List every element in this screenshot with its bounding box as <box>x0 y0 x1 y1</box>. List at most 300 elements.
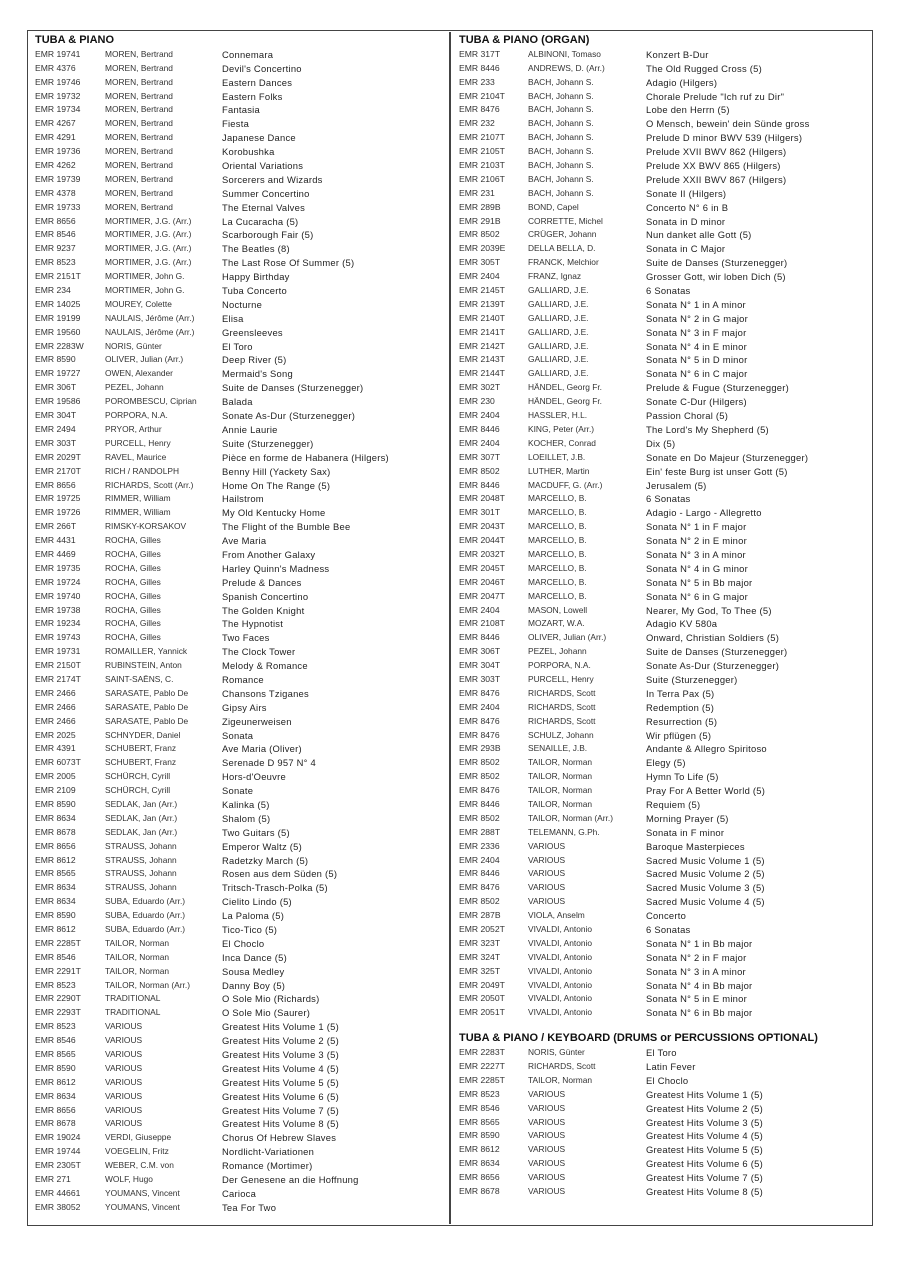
composer-name: PEZEL, Johann <box>528 646 587 657</box>
catalog-entry <box>35 367 445 381</box>
composer-name: SCHÜRCH, Cyrill <box>105 771 171 782</box>
right-column <box>459 34 865 1199</box>
catalog-entry <box>35 979 445 993</box>
catalog-entry <box>459 201 865 215</box>
work-title: Der Genesene an die Hoffnung <box>222 1174 359 1186</box>
catalog-number: EMR 8656 <box>35 840 76 851</box>
work-title: Wir pflügen (5) <box>646 729 712 741</box>
work-title: Annie Laurie <box>222 423 278 435</box>
catalog-entry <box>35 1145 445 1159</box>
work-title: Sonate <box>222 785 254 797</box>
catalog-number: EMR 8678 <box>35 826 76 837</box>
work-title: Connemara <box>222 48 274 60</box>
catalog-number: EMR 2336 <box>459 840 500 851</box>
work-title: Greatest Hits Volume 1 (5) <box>646 1088 763 1100</box>
catalog-number: EMR 19586 <box>35 396 81 407</box>
composer-name: SARASATE, Pablo De <box>105 687 189 698</box>
catalog-entry <box>35 423 445 437</box>
composer-name: ALBINONI, Tomaso <box>528 48 601 59</box>
catalog-number: EMR 2049T <box>459 979 505 990</box>
composer-name: ROCHA, Gilles <box>105 618 161 629</box>
work-title: Resurrection (5) <box>646 715 718 727</box>
work-title: Sonata N° 4 in G minor <box>646 562 749 574</box>
work-title: Tuba Concerto <box>222 285 287 297</box>
work-title: Eastern Dances <box>222 76 293 88</box>
work-title: The Clock Tower <box>222 646 296 658</box>
catalog-number: EMR 2285T <box>35 937 81 948</box>
catalog-entry <box>459 159 865 173</box>
work-title: Sonata N° 3 in A minor <box>646 965 746 977</box>
catalog-entry <box>459 923 865 937</box>
work-title: Grosser Gott, wir loben Dich (5) <box>646 271 786 283</box>
catalog-number: EMR 317T <box>459 48 501 59</box>
work-title: Onward, Christian Soldiers (5) <box>646 632 780 644</box>
catalog-entry <box>35 937 445 951</box>
catalog-number: EMR 2305T <box>35 1160 81 1171</box>
work-title: The Beatles (8) <box>222 243 290 255</box>
composer-name: KOCHER, Conrad <box>528 437 596 448</box>
catalog-entry <box>459 298 865 312</box>
composer-name: HÄNDEL, Georg Fr. <box>528 396 603 407</box>
composer-name: DELLA BELLA, D. <box>528 243 596 254</box>
composer-name: ROCHA, Gilles <box>105 562 161 573</box>
catalog-number: EMR 19732 <box>35 90 81 101</box>
catalog-number: EMR 19746 <box>35 76 81 87</box>
work-title: 6 Sonatas <box>646 493 691 505</box>
composer-name: SARASATE, Pablo De <box>105 715 189 726</box>
composer-name: VIVALDI, Antonio <box>528 937 593 948</box>
catalog-entry <box>35 492 445 506</box>
catalog-number: EMR 19560 <box>35 326 81 337</box>
composer-name: RICHARDS, Scott <box>528 687 596 698</box>
work-title: Greatest Hits Volume 4 (5) <box>646 1130 763 1142</box>
catalog-entry <box>459 937 865 951</box>
composer-name: VARIOUS <box>105 1021 143 1032</box>
work-title: Cielito Lindo (5) <box>222 896 292 908</box>
catalog-number: EMR 8656 <box>35 1104 76 1115</box>
work-title: Home On The Range (5) <box>222 479 331 491</box>
composer-name: RICHARDS, Scott <box>528 701 596 712</box>
catalog-entry <box>35 992 445 1006</box>
work-title: Greatest Hits Volume 3 (5) <box>222 1049 339 1061</box>
catalog-entry <box>35 604 445 618</box>
work-title: Suite (Sturzenegger) <box>646 673 738 685</box>
work-title: Sousa Medley <box>222 965 285 977</box>
catalog-number: EMR 2051T <box>459 1007 505 1018</box>
catalog-number: EMR 2039E <box>459 243 506 254</box>
composer-name: BACH, Johann S. <box>528 160 594 171</box>
composer-name: MOREN, Bertrand <box>105 160 173 171</box>
catalog-number: EMR 8502 <box>459 896 500 907</box>
catalog-number: EMR 231 <box>459 187 495 198</box>
catalog-number: EMR 2290T <box>35 993 81 1004</box>
catalog-number: EMR 4469 <box>35 548 76 559</box>
catalog-number: EMR 323T <box>459 937 501 948</box>
work-title: Greatest Hits Volume 2 (5) <box>646 1102 763 1114</box>
work-title: Sonata N° 2 in G major <box>646 312 749 324</box>
composer-name: WEBER, C.M. von <box>105 1160 174 1171</box>
work-title: My Old Kentucky Home <box>222 507 326 519</box>
work-title: Serenade D 957 N° 4 <box>222 757 316 769</box>
work-title: Sonata N° 4 in Bb major <box>646 979 753 991</box>
left-column <box>35 34 445 1215</box>
catalog-entry <box>459 548 865 562</box>
work-title: Sonata N° 5 in E minor <box>646 993 747 1005</box>
catalog-number: EMR 19733 <box>35 201 81 212</box>
catalog-number: EMR 306T <box>35 382 77 393</box>
composer-name: VARIOUS <box>528 1102 566 1113</box>
composer-name: BACH, Johann S. <box>528 118 594 129</box>
catalog-entry <box>35 701 445 715</box>
catalog-number: EMR 8446 <box>459 423 500 434</box>
composer-name: PORPORA, N.A. <box>528 660 591 671</box>
composer-name: STRAUSS, Johann <box>105 882 177 893</box>
work-title: Eastern Folks <box>222 90 283 102</box>
composer-name: VOEGELIN, Fritz <box>105 1146 169 1157</box>
composer-name: TAILOR, Norman <box>528 798 593 809</box>
catalog-number: EMR 8590 <box>35 910 76 921</box>
catalog-entry <box>35 284 445 298</box>
catalog-entry <box>35 395 445 409</box>
composer-name: MOUREY, Colette <box>105 298 172 309</box>
catalog-number: EMR 19234 <box>35 618 81 629</box>
work-title: Greensleeves <box>222 326 283 338</box>
composer-name: TRADITIONAL <box>105 993 161 1004</box>
catalog-number: EMR 19199 <box>35 312 81 323</box>
composer-name: MORTIMER, J.G. (Arr.) <box>105 257 192 268</box>
work-title: From Another Galaxy <box>222 548 316 560</box>
catalog-number: EMR 8656 <box>35 215 76 226</box>
catalog-number: EMR 8476 <box>459 785 500 796</box>
catalog-number: EMR 19739 <box>35 173 81 184</box>
work-title: Nun danket alle Gott (5) <box>646 229 752 241</box>
work-title: Tritsch-Trasch-Polka (5) <box>222 882 328 894</box>
catalog-entry <box>459 1074 865 1088</box>
work-title: Hymn To Life (5) <box>646 771 719 783</box>
composer-name: MOREN, Bertrand <box>105 118 173 129</box>
catalog-entry <box>35 340 445 354</box>
catalog-number: EMR 2025 <box>35 729 76 740</box>
catalog-number: EMR 2048T <box>459 493 505 504</box>
composer-name: TAILOR, Norman <box>105 965 170 976</box>
composer-name: TELEMANN, G.Ph. <box>528 826 600 837</box>
composer-name: MORTIMER, John G. <box>105 271 185 282</box>
work-title: Danny Boy (5) <box>222 979 286 991</box>
work-title: El Toro <box>646 1047 677 1059</box>
work-title: Latin Fever <box>646 1061 696 1073</box>
work-title: The Golden Knight <box>222 604 305 616</box>
catalog-number: EMR 8502 <box>459 812 500 823</box>
catalog-entry <box>35 409 445 423</box>
catalog-entry <box>35 173 445 187</box>
catalog-entry <box>35 465 445 479</box>
catalog-entry <box>35 909 445 923</box>
catalog-entry <box>35 159 445 173</box>
catalog-entry <box>459 520 865 534</box>
catalog-entry <box>459 576 865 590</box>
work-title: Carioca <box>222 1187 257 1199</box>
catalog-entry <box>459 631 865 645</box>
composer-name: GALLIARD, J.E. <box>528 340 589 351</box>
work-title: Andante & Allegro Spiritoso <box>646 743 767 755</box>
catalog-number: EMR 8565 <box>459 1116 500 1127</box>
work-title: Kalinka (5) <box>222 798 270 810</box>
catalog-entry <box>35 798 445 812</box>
work-title: Gipsy Airs <box>222 701 267 713</box>
catalog-entry <box>459 284 865 298</box>
catalog-number: EMR 2404 <box>459 271 500 282</box>
composer-name: VARIOUS <box>105 1118 143 1129</box>
work-title: 6 Sonatas <box>646 924 691 935</box>
catalog-number: EMR 230 <box>459 396 495 407</box>
catalog-entry <box>35 256 445 270</box>
catalog-entry <box>459 492 865 506</box>
catalog-number: EMR 19725 <box>35 493 81 504</box>
composer-name: VIVALDI, Antonio <box>528 924 593 934</box>
catalog-entry <box>459 409 865 423</box>
catalog-entry <box>35 437 445 451</box>
composer-name: NORIS, Günter <box>528 1047 585 1058</box>
catalog-number: EMR 19726 <box>35 507 81 518</box>
work-title: Morning Prayer (5) <box>646 812 729 824</box>
composer-name: TAILOR, Norman (Arr.) <box>528 812 613 823</box>
composer-name: CORRETTE, Michel <box>528 215 603 226</box>
work-title: Sacred Music Volume 1 (5) <box>646 854 765 866</box>
work-title: Prelude & Dances <box>222 576 302 588</box>
catalog-entry <box>459 1046 865 1060</box>
catalog-entry <box>35 1187 445 1201</box>
work-title: Sonata N° 3 in F major <box>646 326 747 338</box>
composer-name: FRANCK, Melchior <box>528 257 599 268</box>
catalog-number: EMR 8476 <box>459 687 500 698</box>
catalog-number: EMR 2104T <box>459 90 505 101</box>
work-title: Sonata N° 6 in G major <box>646 590 749 602</box>
catalog-number: EMR 8656 <box>459 1172 500 1183</box>
catalog-number: EMR 234 <box>35 285 71 296</box>
composer-name: MARCELLO, B. <box>528 576 587 587</box>
catalog-number: EMR 8502 <box>459 757 500 768</box>
work-title: Redemption (5) <box>646 701 715 713</box>
catalog-entry <box>459 145 865 159</box>
catalog-number: EMR 8446 <box>459 62 500 73</box>
work-title: Mermaid's Song <box>222 368 293 380</box>
catalog-entry <box>35 451 445 465</box>
composer-name: VIOLA, Anselm <box>528 910 585 921</box>
work-title: Shalom (5) <box>222 812 271 824</box>
work-title: Sonata N° 1 in A minor <box>646 298 746 310</box>
work-title: El Choclo <box>646 1074 689 1086</box>
catalog-list-tuba-piano-organ <box>459 48 865 1020</box>
catalog-entry <box>35 826 445 840</box>
column-divider <box>449 32 451 1224</box>
catalog-entry <box>459 381 865 395</box>
work-title: Sonata N° 5 in D minor <box>646 354 748 366</box>
catalog-number: EMR 2108T <box>459 618 505 629</box>
work-title: Dix (5) <box>646 437 676 449</box>
composer-name: RUBINSTEIN, Anton <box>105 660 182 671</box>
catalog-number: EMR 6073T <box>35 757 81 768</box>
catalog-entry <box>459 62 865 76</box>
catalog-number: EMR 303T <box>35 437 77 448</box>
catalog-number: EMR 2150T <box>35 660 81 671</box>
catalog-entry <box>35 76 445 90</box>
catalog-number: EMR 233 <box>459 76 495 87</box>
catalog-entry <box>35 784 445 798</box>
composer-name: MOREN, Bertrand <box>105 76 173 87</box>
catalog-entry <box>35 228 445 242</box>
catalog-number: EMR 8678 <box>459 1186 500 1197</box>
composer-name: VARIOUS <box>528 1172 566 1183</box>
composer-name: GALLIARD, J.E. <box>528 298 589 309</box>
work-title: Scarborough Fair (5) <box>222 229 314 241</box>
work-title: Greatest Hits Volume 6 (5) <box>646 1158 763 1170</box>
work-title: Hors-d'Oeuvre <box>222 771 286 783</box>
composer-name: VARIOUS <box>105 1076 143 1087</box>
composer-name: MOREN, Bertrand <box>105 62 173 73</box>
catalog-entry <box>459 895 865 909</box>
catalog-number: EMR 4262 <box>35 160 76 171</box>
work-title: The Hypnotist <box>222 618 284 630</box>
work-title: Tico-Tico (5) <box>222 924 278 935</box>
work-title: Radetzky March (5) <box>222 854 309 866</box>
composer-name: VARIOUS <box>528 1144 566 1155</box>
composer-name: GALLIARD, J.E. <box>528 285 589 296</box>
work-title: Sonata N° 6 in C major <box>646 368 748 380</box>
work-title: Concerto N° 6 in B <box>646 201 729 213</box>
catalog-entry <box>459 228 865 242</box>
composer-name: RIMMER, William <box>105 493 171 504</box>
work-title: El Choclo <box>222 937 265 949</box>
catalog-number: EMR 232 <box>459 118 495 129</box>
catalog-number: EMR 8502 <box>459 465 500 476</box>
work-title: Greatest Hits Volume 3 (5) <box>646 1116 763 1128</box>
catalog-number: EMR 4378 <box>35 187 76 198</box>
catalog-number: EMR 8590 <box>35 1062 76 1073</box>
composer-name: PURCELL, Henry <box>105 437 171 448</box>
work-title: Sorcerers and Wizards <box>222 173 323 185</box>
composer-name: SEDLAK, Jan (Arr.) <box>105 798 178 809</box>
catalog-number: EMR 8612 <box>35 854 76 865</box>
catalog-number: EMR 2029T <box>35 451 81 462</box>
catalog-entry <box>35 854 445 868</box>
composer-name: STRAUSS, Johann <box>105 868 177 879</box>
composer-name: VARIOUS <box>105 1090 143 1101</box>
composer-name: VARIOUS <box>528 854 566 865</box>
catalog-entry <box>459 451 865 465</box>
catalog-number: EMR 44661 <box>35 1187 81 1198</box>
work-title: Oriental Variations <box>222 160 304 172</box>
catalog-number: EMR 2005 <box>35 771 76 782</box>
catalog-number: EMR 266T <box>35 521 77 532</box>
composer-name: OLIVER, Julian (Arr.) <box>105 354 184 365</box>
work-title: Baroque Masterpieces <box>646 840 745 852</box>
work-title: Sacred Music Volume 2 (5) <box>646 868 765 880</box>
catalog-entry <box>35 1048 445 1062</box>
work-title: Adagio - Largo - Allegretto <box>646 507 762 519</box>
catalog-number: EMR 287B <box>459 910 501 921</box>
work-title: Elegy (5) <box>646 757 686 769</box>
catalog-number: EMR 2404 <box>459 410 500 421</box>
composer-name: SUBA, Eduardo (Arr.) <box>105 910 186 921</box>
composer-name: BACH, Johann S. <box>528 187 594 198</box>
composer-name: BACH, Johann S. <box>528 173 594 184</box>
catalog-entry <box>35 1201 445 1215</box>
catalog-number: EMR 19734 <box>35 104 81 115</box>
catalog-entry <box>35 381 445 395</box>
composer-name: VERDI, Giuseppe <box>105 1132 172 1143</box>
composer-name: SUBA, Eduardo (Arr.) <box>105 896 186 907</box>
composer-name: MARCELLO, B. <box>528 590 587 601</box>
catalog-number: EMR 2293T <box>35 1007 81 1018</box>
composer-name: ANDREWS, D. (Arr.) <box>528 62 605 73</box>
composer-name: ROCHA, Gilles <box>105 535 161 546</box>
composer-name: MOREN, Bertrand <box>105 132 173 143</box>
catalog-number: EMR 19724 <box>35 576 81 587</box>
catalog-number: EMR 289B <box>459 201 501 212</box>
work-title: Sonata N° 5 in Bb major <box>646 576 753 588</box>
work-title: Pièce en forme de Habanera (Hilgers) <box>222 451 389 463</box>
work-title: Requiem (5) <box>646 798 701 810</box>
composer-name: POROMBESCU, Ciprian <box>105 396 197 407</box>
catalog-entry <box>35 1090 445 1104</box>
catalog-number: EMR 2106T <box>459 173 505 184</box>
catalog-number: EMR 8678 <box>35 1118 76 1129</box>
catalog-number: EMR 4291 <box>35 132 76 143</box>
composer-name: ROCHA, Gilles <box>105 548 161 559</box>
catalog-number: EMR 2466 <box>35 701 76 712</box>
composer-name: ROMAILLER, Yannick <box>105 646 188 657</box>
catalog-number: EMR 8546 <box>35 229 76 240</box>
catalog-entry <box>459 1102 865 1116</box>
work-title: Harley Quinn's Madness <box>222 562 330 574</box>
composer-name: OWEN, Alexander <box>105 368 173 379</box>
composer-name: MASON, Lowell <box>528 604 588 615</box>
composer-name: SCHUBERT, Franz <box>105 757 177 768</box>
catalog-entry <box>459 534 865 548</box>
catalog-number: EMR 2404 <box>459 604 500 615</box>
catalog-entry <box>35 298 445 312</box>
catalog-entry <box>459 617 865 631</box>
section-spacer <box>459 1020 865 1032</box>
section-heading-tuba-piano: TUBA & PIANO <box>35 34 115 46</box>
catalog-number: EMR 288T <box>459 826 501 837</box>
catalog-entry <box>459 770 865 784</box>
composer-name: NAULAIS, Jérôme (Arr.) <box>105 326 195 337</box>
catalog-number: EMR 2466 <box>35 715 76 726</box>
composer-name: ROCHA, Gilles <box>105 632 161 643</box>
catalog-entry <box>459 840 865 854</box>
catalog-number: EMR 304T <box>459 660 501 671</box>
work-title: Suite de Danses (Sturzenegger) <box>646 257 788 269</box>
catalog-number: EMR 19727 <box>35 368 81 379</box>
catalog-entry <box>459 715 865 729</box>
work-title: O Sole Mio (Richards) <box>222 993 320 1005</box>
catalog-number: EMR 305T <box>459 257 501 268</box>
catalog-entry <box>459 437 865 451</box>
catalog-entry <box>35 1104 445 1118</box>
catalog-number: EMR 8523 <box>35 1021 76 1032</box>
work-title: The Lord's My Shepherd (5) <box>646 423 769 435</box>
work-title: O Mensch, bewein' dein Sünde gross <box>646 118 810 130</box>
catalog-number: EMR 8634 <box>35 882 76 893</box>
catalog-entry <box>459 423 865 437</box>
catalog-entry <box>459 90 865 104</box>
work-title: Sacred Music Volume 4 (5) <box>646 896 765 908</box>
catalog-number: EMR 8612 <box>35 1076 76 1087</box>
composer-name: RICHARDS, Scott <box>528 715 596 726</box>
catalog-entry <box>35 729 445 743</box>
work-title: Prelude D minor BWV 539 (Hilgers) <box>646 132 803 144</box>
